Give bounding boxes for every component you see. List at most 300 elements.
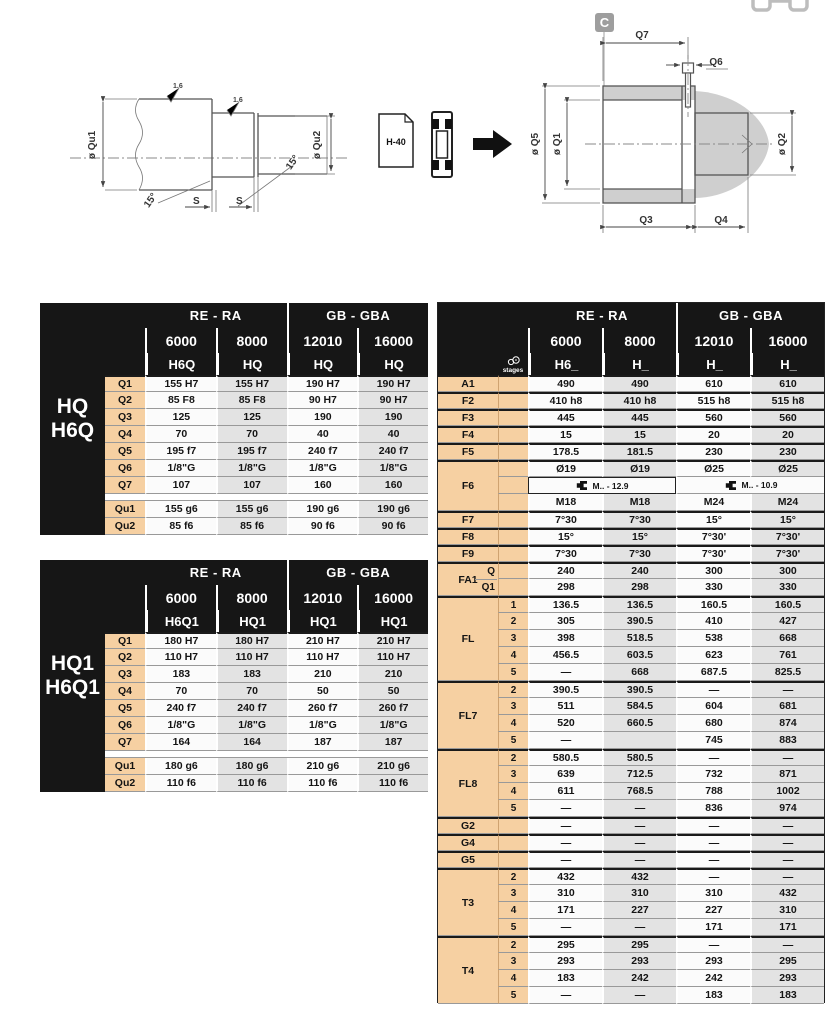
table-cell: 300: [676, 562, 750, 579]
row-label: Q2: [105, 392, 145, 409]
table-cell: 410 h8: [528, 392, 602, 409]
table-cell: 560: [676, 409, 750, 426]
table-cell: 190: [287, 409, 358, 426]
table-cell: 180 g6: [216, 758, 287, 775]
table-cell: —: [528, 817, 602, 834]
reference-pictograms: [375, 100, 525, 200]
table-cell: 15: [528, 426, 602, 443]
table-cell: —: [750, 868, 824, 885]
stage-cell: 3: [498, 766, 528, 783]
table-cell: M24: [750, 494, 824, 511]
stage-cell: [498, 562, 528, 579]
table-cell: 668: [750, 630, 824, 647]
stage-cell: [498, 511, 528, 528]
table-cell: —: [602, 919, 676, 936]
table-cell: 293: [528, 953, 602, 970]
stage-cell: [498, 443, 528, 460]
column-group-header: RE - RA: [189, 308, 242, 323]
stage-cell: [498, 392, 528, 409]
table-cell: 295: [602, 936, 676, 953]
table-cell: 310: [528, 885, 602, 902]
table-cell: 240 f7: [145, 700, 216, 717]
row-label: Qu1: [105, 758, 145, 775]
row-label: Qu1: [105, 501, 145, 518]
table-cell: 187: [357, 734, 428, 751]
table-cell: 687.5: [676, 664, 750, 681]
section-label: A1: [438, 375, 498, 392]
stage-cell: [498, 545, 528, 562]
table-cell: 107: [216, 477, 287, 494]
table-cell: 511: [528, 698, 602, 715]
size-header: 12010: [287, 328, 358, 353]
table-cell: 310: [676, 885, 750, 902]
dimension-label: Q4: [714, 215, 728, 226]
table-cell: 456.5: [528, 647, 602, 664]
table-cell: 90 f6: [357, 518, 428, 535]
table-cell: 310: [750, 902, 824, 919]
table-cell: 1/8"G: [287, 717, 358, 734]
table-cell: 125: [216, 409, 287, 426]
table-cell: 15°: [676, 511, 750, 528]
table-cell: 15°: [528, 528, 602, 545]
table-cell: 445: [602, 409, 676, 426]
size-header: 8000: [602, 328, 676, 353]
section-label: T4: [438, 936, 498, 1004]
table-cell: 160: [287, 477, 358, 494]
dimension-label: ø Qu2: [312, 130, 323, 160]
dimension-label: Q3: [639, 215, 653, 226]
table-cell: 171: [750, 919, 824, 936]
sub-label: Q: [475, 564, 497, 580]
table-cell: —: [676, 936, 750, 953]
section-label: F7: [438, 511, 498, 528]
table-cell: 515 h8: [750, 392, 824, 409]
table-cell: 520: [528, 715, 602, 732]
table-cell: 668: [602, 664, 676, 681]
stage-cell: 2: [498, 681, 528, 698]
row-label: Q6: [105, 460, 145, 477]
table-cell: 7°30: [602, 511, 676, 528]
stage-cell: [498, 477, 528, 494]
table-cell: 584.5: [602, 698, 676, 715]
section-label: F5: [438, 443, 498, 460]
table-cell: 410: [676, 613, 750, 630]
table-cell: 190 g6: [357, 501, 428, 518]
shim-component-icon: [432, 112, 452, 177]
table-cell: 445: [528, 409, 602, 426]
dimension-label: Q6: [709, 57, 723, 68]
table-cell: 560: [750, 409, 824, 426]
table-cell: 432: [750, 885, 824, 902]
row-label: Q4: [105, 683, 145, 700]
table-cell: 50: [357, 683, 428, 700]
bolt-spec-cell: [528, 477, 676, 494]
stage-cell: [498, 851, 528, 868]
section-label: G5: [438, 851, 498, 868]
stage-cell: 2: [498, 613, 528, 630]
table-cell: 90 H7: [357, 392, 428, 409]
table-cell: 110 f6: [145, 775, 216, 792]
table-cell: 871: [750, 766, 824, 783]
table-cell: 70: [145, 426, 216, 443]
arrow-right-icon: [473, 130, 512, 158]
stage-cell: 3: [498, 953, 528, 970]
table-cell: 298: [602, 579, 676, 596]
table-cell: 155 H7: [145, 375, 216, 392]
size-header: 8000: [216, 585, 287, 610]
stage-cell: 2: [498, 868, 528, 885]
table-cell: 538: [676, 630, 750, 647]
group-label-line: H6Q: [50, 419, 95, 442]
table-cell: 712.5: [602, 766, 676, 783]
table-cell: 183: [145, 666, 216, 683]
column-group-header: RE - RA: [189, 565, 242, 580]
hq1-dimension-table: [40, 560, 428, 792]
table-cell: 330: [676, 579, 750, 596]
stage-cell: 4: [498, 902, 528, 919]
section-label: G4: [438, 834, 498, 851]
table-cell: 490: [528, 375, 602, 392]
table-cell: 1002: [750, 783, 824, 800]
table-cell: 183: [216, 666, 287, 683]
size-header: 16000: [750, 328, 824, 353]
column-group-header: GB - GBA: [287, 560, 429, 585]
table-cell: 293: [676, 953, 750, 970]
table-cell: 310: [602, 885, 676, 902]
stage-cell: 2: [498, 749, 528, 766]
row-label: Q4: [105, 426, 145, 443]
table-cell: 883: [750, 732, 824, 749]
table-cell: 160.5: [750, 596, 824, 613]
table-cell: 390.5: [528, 681, 602, 698]
table-cell: 390.5: [602, 681, 676, 698]
group-label-line: HQ: [56, 394, 89, 418]
table-cell: —: [602, 817, 676, 834]
size-header: 12010: [676, 328, 750, 353]
section-label: T3: [438, 868, 498, 936]
section-label: F4: [438, 426, 498, 443]
table-cell: 1/8"G: [145, 717, 216, 734]
variant-header: HQ: [287, 353, 358, 375]
stage-cell: 3: [498, 885, 528, 902]
section-label: F6: [438, 460, 498, 511]
table-cell: 761: [750, 647, 824, 664]
stage-cell: 4: [498, 783, 528, 800]
size-header: 16000: [357, 328, 428, 353]
row-label: Q7: [105, 477, 145, 494]
dimension-label: ø Qu1: [87, 130, 98, 160]
section-label: FL7: [438, 681, 498, 749]
table-cell: 305: [528, 613, 602, 630]
table-cell: —: [602, 834, 676, 851]
table-cell: 240: [528, 562, 602, 579]
bolt-icon: [725, 481, 737, 490]
size-header: 16000: [357, 585, 428, 610]
stage-cell: [498, 375, 528, 392]
size-header: 6000: [145, 585, 216, 610]
table-cell: —: [676, 681, 750, 698]
table-cell: 110 H7: [357, 649, 428, 666]
table-cell: 90 H7: [287, 392, 358, 409]
table-cell: 660.5: [602, 715, 676, 732]
variant-header: HQ1: [357, 610, 428, 632]
table-cell: 164: [216, 734, 287, 751]
stage-cell: 4: [498, 647, 528, 664]
row-label: Q1: [105, 375, 145, 392]
table-cell: —: [750, 749, 824, 766]
table-cell: 110 H7: [145, 649, 216, 666]
variant-header: H6Q: [145, 353, 216, 375]
size-header: 8000: [216, 328, 287, 353]
size-header: 12010: [287, 585, 358, 610]
table-cell: 136.5: [602, 596, 676, 613]
table-cell: 110 H7: [216, 649, 287, 666]
spacer-row: [105, 751, 428, 758]
table-cell: 432: [528, 868, 602, 885]
table-cell: —: [528, 800, 602, 817]
table-cell: 745: [676, 732, 750, 749]
table-cell: —: [750, 834, 824, 851]
table-cell: 110 f6: [216, 775, 287, 792]
table-cell: 136.5: [528, 596, 602, 613]
table-cell: 298: [528, 579, 602, 596]
stage-cell: [498, 494, 528, 511]
table-cell: —: [602, 851, 676, 868]
spacer-row: [105, 494, 428, 501]
table-cell: 240 f7: [287, 443, 358, 460]
main-dimension-table: [437, 302, 825, 1003]
document-label: H-40: [386, 137, 406, 147]
section-label: F3: [438, 409, 498, 426]
table-cell: 240 f7: [216, 700, 287, 717]
table-cell: 181.5: [602, 443, 676, 460]
stage-cell: [498, 834, 528, 851]
row-label: Q6: [105, 717, 145, 734]
stages-label: stages: [502, 367, 524, 374]
table-cell: 293: [602, 953, 676, 970]
stage-cell: 3: [498, 698, 528, 715]
table-cell: —: [602, 800, 676, 817]
table-cell: 90 f6: [287, 518, 358, 535]
hq-dimension-table: [40, 303, 428, 535]
group-label-line: HQ1: [50, 651, 95, 675]
dimension-label: Q7: [635, 30, 649, 41]
bolt-spec-cell: [676, 477, 824, 494]
stage-cell: [498, 460, 528, 477]
table-cell: M24: [676, 494, 750, 511]
table-cell: 680: [676, 715, 750, 732]
column-group-header: RE - RA: [576, 308, 628, 323]
table-cell: 70: [145, 683, 216, 700]
table-cell: 330: [750, 579, 824, 596]
table-cell: 160.5: [676, 596, 750, 613]
table-cell: 190 g6: [287, 501, 358, 518]
table-cell: Ø25: [676, 460, 750, 477]
row-label: Q7: [105, 734, 145, 751]
table-cell: 50: [287, 683, 358, 700]
dimension-label: ø Q2: [777, 132, 788, 156]
table-cell: 125: [145, 409, 216, 426]
variant-header: H_: [750, 353, 824, 375]
variant-header: H_: [676, 353, 750, 375]
stage-cell: 3: [498, 630, 528, 647]
table-cell: 107: [145, 477, 216, 494]
table-cell: —: [528, 851, 602, 868]
table-cell: 580.5: [602, 749, 676, 766]
table-cell: 171: [676, 919, 750, 936]
table-cell: 40: [357, 426, 428, 443]
section-label: FL: [438, 596, 498, 681]
row-label: Q2: [105, 649, 145, 666]
table-cell: 20: [750, 426, 824, 443]
table-cell: 40: [287, 426, 358, 443]
column-group-header: GB - GBA: [287, 303, 429, 328]
variant-header: HQ1: [216, 610, 287, 632]
bolt-icon: [576, 481, 588, 490]
table-cell: 242: [602, 970, 676, 987]
table-cell: —: [676, 851, 750, 868]
angle-label: 15°: [284, 153, 302, 172]
table-cell: 210 H7: [357, 632, 428, 649]
table-cell: 171: [528, 902, 602, 919]
table-cell: —: [676, 817, 750, 834]
stage-cell: 5: [498, 987, 528, 1004]
column-group-header: GB - GBA: [676, 303, 824, 328]
table-cell: 183: [676, 987, 750, 1004]
table-cell: —: [528, 664, 602, 681]
table-cell: 1/8"G: [357, 460, 428, 477]
size-header: 6000: [528, 328, 602, 353]
section-label: F8: [438, 528, 498, 545]
stages-column-header: [498, 353, 528, 375]
row-label: Q5: [105, 443, 145, 460]
table-cell: 85 F8: [216, 392, 287, 409]
table-cell: 85 F8: [145, 392, 216, 409]
variant-header: H6Q1: [145, 610, 216, 632]
table-cell: 180 H7: [216, 632, 287, 649]
table-cell: M18: [528, 494, 602, 511]
table-cell: 390.5: [602, 613, 676, 630]
stage-cell: 5: [498, 919, 528, 936]
roughness-label: 1.6: [233, 97, 243, 104]
size-header: 6000: [145, 328, 216, 353]
table-cell: 240 f7: [357, 443, 428, 460]
table-cell: 623: [676, 647, 750, 664]
table-cell: 85 f6: [216, 518, 287, 535]
variant-header: HQ1: [287, 610, 358, 632]
table-cell: 874: [750, 715, 824, 732]
dimension-label: ø Q5: [530, 132, 541, 156]
table-cell: 164: [145, 734, 216, 751]
table-cell: 7°30: [528, 545, 602, 562]
dimension-label: ø Q1: [552, 132, 563, 156]
table-cell: 610: [750, 375, 824, 392]
table-cell: 242: [676, 970, 750, 987]
table-cell: 240: [602, 562, 676, 579]
table-cell: 611: [528, 783, 602, 800]
shaft-end-drawing: [55, 60, 365, 245]
row-label: Q1: [105, 632, 145, 649]
table-cell: 187: [287, 734, 358, 751]
table-cell: 110 f6: [357, 775, 428, 792]
table-cell: 295: [528, 936, 602, 953]
table-cell: —: [528, 732, 602, 749]
dimension-label: S: [236, 196, 243, 207]
stage-cell: [498, 528, 528, 545]
table-cell: 1/8"G: [357, 717, 428, 734]
table-cell: 15°: [602, 528, 676, 545]
section-label: FA1 Q Q1: [438, 562, 498, 596]
table-cell: —: [528, 987, 602, 1004]
section-label: F2: [438, 392, 498, 409]
table-cell: 639: [528, 766, 602, 783]
table-cell: 300: [750, 562, 824, 579]
table-cell: 160: [357, 477, 428, 494]
stage-cell: 4: [498, 715, 528, 732]
table-cell: 490: [602, 375, 676, 392]
table-cell: 7°30': [750, 545, 824, 562]
stage-cell: 5: [498, 800, 528, 817]
gear-stages-icon: [507, 356, 520, 366]
table-cell: 110 H7: [287, 649, 358, 666]
bolt-spec: M.. - 12.9: [592, 480, 629, 491]
row-label: Q3: [105, 666, 145, 683]
variant-header: H_: [602, 353, 676, 375]
section-label: G2: [438, 817, 498, 834]
section-label: F9: [438, 545, 498, 562]
table-cell: 410 h8: [602, 392, 676, 409]
table-cell: 1/8"G: [216, 717, 287, 734]
table-cell: —: [676, 868, 750, 885]
table-cell: 227: [602, 902, 676, 919]
bolt-spec: M.. - 10.9: [741, 480, 778, 490]
table-cell: 155 g6: [216, 501, 287, 518]
table-cell: 432: [602, 868, 676, 885]
document-icon: [379, 114, 413, 167]
table-cell: 70: [216, 683, 287, 700]
stage-cell: 4: [498, 970, 528, 987]
table-cell: 1/8"G: [287, 460, 358, 477]
table-cell: 230: [750, 443, 824, 460]
stage-cell: [498, 409, 528, 426]
table-cell: 210: [287, 666, 358, 683]
table-cell: 195 f7: [216, 443, 287, 460]
table-cell: 518.5: [602, 630, 676, 647]
table-cell: 974: [750, 800, 824, 817]
angle-label: 15°: [142, 191, 160, 210]
table-cell: —: [750, 936, 824, 953]
dimension-label: S: [193, 196, 200, 207]
table-cell: 293: [750, 970, 824, 987]
table-cell: 183: [750, 987, 824, 1004]
table-group-label: [40, 560, 105, 792]
table-cell: 190 H7: [287, 375, 358, 392]
table-cell: 7°30': [676, 528, 750, 545]
table-cell: 1/8"G: [145, 460, 216, 477]
table-cell: 398: [528, 630, 602, 647]
table-cell: 210: [357, 666, 428, 683]
variant-header: H6_: [528, 353, 602, 375]
table-cell: 210 g6: [287, 758, 358, 775]
table-cell: 603.5: [602, 647, 676, 664]
table-cell: —: [750, 817, 824, 834]
table-cell: 7°30: [528, 511, 602, 528]
table-cell: 7°30': [750, 528, 824, 545]
table-cell: 20: [676, 426, 750, 443]
table-cell: 610: [676, 375, 750, 392]
table-cell: 183: [528, 970, 602, 987]
variant-header: HQ: [357, 353, 428, 375]
